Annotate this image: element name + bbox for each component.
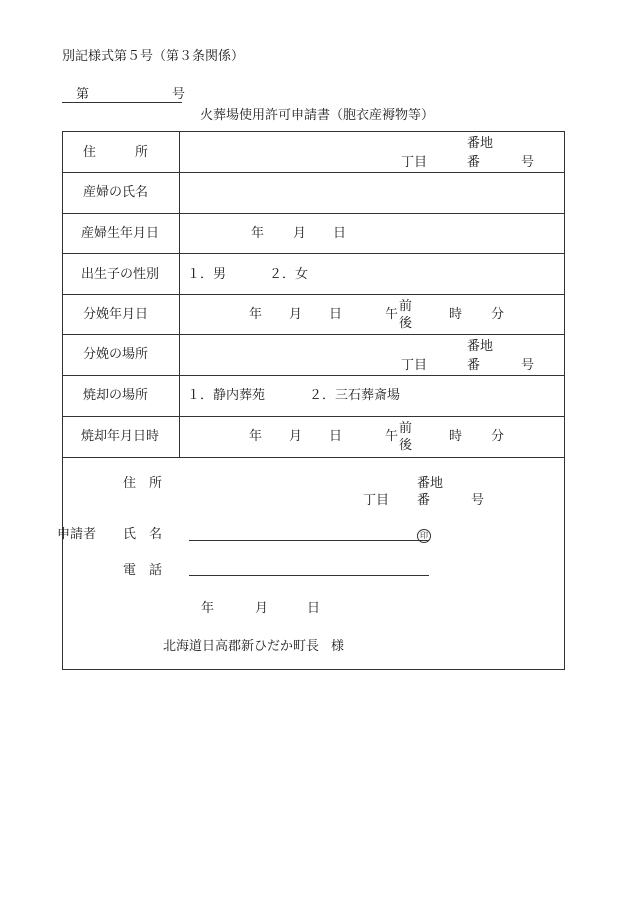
applicant-name-label: 氏 名 (123, 527, 163, 542)
form-reference: 別記様式第５号（第３条関係） (62, 49, 245, 64)
addressee-name: 北海道日高郡新ひだか町長 (163, 639, 320, 654)
delivery-place-label: 分娩の場所 (83, 347, 149, 362)
row-divider (63, 172, 564, 173)
cremation-hour: 時 (449, 429, 463, 444)
cremation-place-option-mitsuishi: ２．三石葬斎場 (309, 388, 401, 403)
applicant-address-label: 住 所 (123, 476, 163, 491)
address-ban: 番 (467, 155, 481, 170)
cremation-day: 日 (329, 429, 343, 444)
delivery-noon: 午 (385, 307, 399, 322)
addressee-honorific: 様 (331, 639, 345, 654)
address-banchi: 番地 (467, 136, 494, 151)
applicant-phone-underline (189, 575, 429, 576)
cremation-month: 月 (289, 429, 303, 444)
cremation-place-option-shizunai: １．静内葬苑 (187, 388, 266, 403)
row-divider (63, 375, 564, 376)
cremation-datetime-label: 焼却年月日時 (81, 429, 160, 444)
delivery-year: 年 (249, 307, 263, 322)
applicant-name-underline (189, 540, 429, 541)
delivery-place-banchi: 番地 (467, 339, 494, 354)
mother-birth-year: 年 (251, 226, 265, 241)
addressee (163, 640, 344, 653)
row-divider (63, 213, 564, 214)
delivery-hour: 時 (449, 307, 463, 322)
seal-icon: 印 (417, 529, 431, 543)
row-divider (63, 253, 564, 254)
cremation-year: 年 (249, 429, 263, 444)
delivery-month: 月 (289, 307, 303, 322)
applicant-label: 申請者 (57, 527, 97, 542)
mother-birth-day: 日 (333, 226, 347, 241)
child-sex-option-male: １．男 (187, 267, 227, 282)
number-suffix: 号 (172, 87, 186, 102)
child-sex-option-female: ２．女 (269, 267, 309, 282)
form-title: 火葬場使用許可申請書（胞衣産褥物等） (200, 108, 435, 123)
applicant-go: 号 (471, 493, 485, 508)
mother-birth-label: 産婦生年月日 (81, 226, 160, 241)
cremation-am: 前 (399, 421, 413, 436)
application-form-table (57, 131, 565, 670)
row-divider (63, 294, 564, 295)
cremation-minute: 分 (491, 429, 505, 444)
address-go: 号 (521, 155, 535, 170)
applicant-seal-mark (417, 528, 431, 543)
delivery-am: 前 (399, 299, 413, 314)
cremation-noon: 午 (385, 429, 399, 444)
address-label: 住 所 (83, 145, 149, 160)
applicant-chome: 丁目 (363, 493, 390, 508)
address-chome: 丁目 (401, 155, 428, 170)
cremation-place-label: 焼却の場所 (83, 388, 149, 403)
number-prefix: 第 (76, 87, 90, 102)
row-divider (63, 457, 564, 458)
mother-name-label: 産婦の氏名 (83, 185, 149, 200)
delivery-pm: 後 (399, 316, 413, 331)
application-day: 日 (307, 601, 321, 616)
delivery-minute: 分 (491, 307, 505, 322)
delivery-place-chome: 丁目 (401, 358, 428, 373)
applicant-phone-label: 電 話 (123, 563, 163, 578)
delivery-place-go: 号 (521, 358, 535, 373)
cremation-pm: 後 (399, 438, 413, 453)
applicant-banchi: 番地 (417, 476, 444, 491)
delivery-place-ban: 番 (467, 358, 481, 373)
row-divider (63, 334, 564, 335)
applicant-ban: 番 (417, 493, 431, 508)
application-month: 月 (255, 601, 269, 616)
delivery-date-label: 分娩年月日 (83, 307, 149, 322)
number-underline (62, 102, 182, 103)
row-divider (63, 416, 564, 417)
application-year: 年 (201, 601, 215, 616)
delivery-day: 日 (329, 307, 343, 322)
mother-birth-month: 月 (293, 226, 307, 241)
child-sex-label: 出生子の性別 (81, 267, 160, 282)
